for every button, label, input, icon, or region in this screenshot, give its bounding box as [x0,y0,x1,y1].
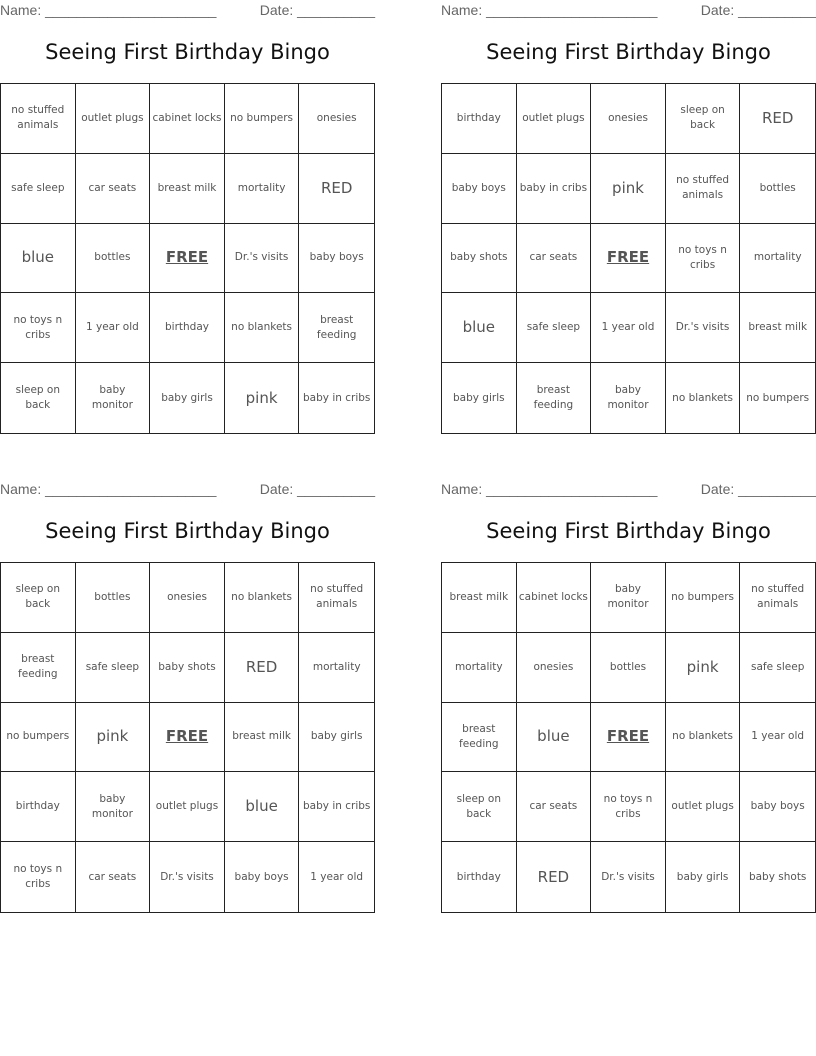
name-date-line [441,2,816,20]
bingo-cell[interactable]: outlet plugs [666,772,741,842]
bingo-cell[interactable]: onesies [517,633,592,703]
bingo-cell[interactable]: car seats [76,842,151,912]
bingo-cell[interactable]: mortality [299,633,374,703]
bingo-cell[interactable]: baby monitor [591,363,666,433]
bingo-cell[interactable]: Dr.'s visits [666,293,741,363]
bingo-cell[interactable]: no blankets [225,563,300,633]
bingo-card [441,0,816,436]
bingo-cell[interactable]: no blankets [225,293,300,363]
bingo-cell[interactable]: 1 year old [591,293,666,363]
free-space-cell[interactable]: FREE [150,224,225,294]
bingo-cell[interactable]: baby girls [442,363,517,433]
bingo-cell[interactable]: baby girls [299,703,374,773]
bingo-cell[interactable]: no stuffed animals [740,563,815,633]
bingo-cell[interactable]: baby shots [442,224,517,294]
bingo-cell[interactable]: no bumpers [1,703,76,773]
bingo-cell[interactable]: safe sleep [740,633,815,703]
bingo-cell[interactable]: breast feeding [1,633,76,703]
date-field[interactable]: Date: __________ [700,2,816,18]
bingo-cell[interactable]: outlet plugs [76,84,151,154]
name-field[interactable]: Name: ______________________ [441,2,658,18]
bingo-cell[interactable]: no bumpers [225,84,300,154]
bingo-cell[interactable]: car seats [76,154,151,224]
bingo-cell[interactable]: no toys n cribs [1,842,76,912]
bingo-cell[interactable]: cabinet locks [150,84,225,154]
bingo-cell[interactable]: bottles [591,633,666,703]
name-field[interactable]: Name: ______________________ [0,481,217,497]
card-title: Seeing First Birthday Bingo [45,519,330,543]
bingo-cell[interactable]: RED [299,154,374,224]
free-space-cell[interactable]: FREE [591,703,666,773]
name-date-line [0,2,375,20]
bingo-cell[interactable]: safe sleep [517,293,592,363]
name-field[interactable]: Name: ______________________ [441,481,658,497]
bingo-cell[interactable]: baby boys [299,224,374,294]
bingo-cell[interactable]: no blankets [666,363,741,433]
bingo-cell[interactable]: birthday [1,772,76,842]
bingo-cell[interactable]: RED [740,84,815,154]
date-field[interactable]: Date: __________ [259,481,375,497]
bingo-card [0,479,375,915]
bingo-cell[interactable]: RED [517,842,592,912]
card-title: Seeing First Birthday Bingo [486,40,771,64]
card-title: Seeing First Birthday Bingo [45,40,330,64]
name-date-line [0,481,375,499]
bingo-cell[interactable]: no stuffed animals [299,563,374,633]
bingo-cell[interactable]: breast feeding [299,293,374,363]
bingo-cell[interactable]: baby in cribs [299,772,374,842]
bingo-card [0,0,375,436]
bingo-grid [441,562,816,913]
bingo-cell[interactable]: pink [76,703,151,773]
bingo-cell[interactable]: blue [442,293,517,363]
bingo-cell[interactable]: cabinet locks [517,563,592,633]
bingo-cell[interactable]: birthday [442,84,517,154]
bingo-cell[interactable]: blue [225,772,300,842]
bingo-cell[interactable]: outlet plugs [150,772,225,842]
bingo-cell[interactable]: breast milk [442,563,517,633]
free-space-cell[interactable]: FREE [150,703,225,773]
bingo-cell[interactable]: no bumpers [666,563,741,633]
bingo-cell[interactable]: breast milk [740,293,815,363]
bingo-cell[interactable]: no stuffed animals [1,84,76,154]
bingo-cell[interactable]: 1 year old [740,703,815,773]
card-title: Seeing First Birthday Bingo [486,519,771,543]
bingo-cell[interactable]: Dr.'s visits [591,842,666,912]
date-field[interactable]: Date: __________ [700,481,816,497]
bingo-cell[interactable]: baby shots [748,870,807,883]
bingo-grid [441,83,816,434]
bingo-cell[interactable]: pink [666,633,741,703]
bingo-cell[interactable]: baby boys [740,772,815,842]
bingo-cell[interactable]: breast feeding [442,703,517,773]
bingo-cell[interactable]: breast feeding [517,363,592,433]
bingo-cell[interactable]: safe sleep [76,633,151,703]
bingo-cell[interactable]: sleep on back [666,84,741,154]
bingo-cell[interactable]: car seats [517,224,592,294]
bingo-cell[interactable]: Dr.'s visits [225,224,300,294]
bingo-cell[interactable]: baby monitor [76,772,151,842]
bingo-cell[interactable]: baby in cribs [517,154,592,224]
bingo-cell[interactable]: no toys n cribs [1,293,76,363]
date-field[interactable]: Date: __________ [259,2,375,18]
bingo-cell[interactable]: sleep on back [1,563,76,633]
bingo-cell[interactable]: pink [225,363,300,433]
bingo-cell[interactable]: baby girls [666,842,741,912]
bingo-cell[interactable]: blue [1,224,76,294]
bingo-cell[interactable]: no bumpers [746,391,810,404]
bingo-cell[interactable]: birthday [442,842,517,912]
bingo-grid [0,83,375,434]
bingo-cell[interactable]: safe sleep [1,154,76,224]
bingo-cell[interactable]: sleep on back [1,363,76,433]
bingo-cell[interactable]: mortality [225,154,300,224]
bingo-cell[interactable]: outlet plugs [517,84,592,154]
bingo-cell[interactable]: breast milk [150,154,225,224]
bingo-cell[interactable]: sleep on back [442,772,517,842]
bingo-cell[interactable]: no toys n cribs [666,224,741,294]
bingo-cell[interactable]: Dr.'s visits [150,842,225,912]
bingo-cell[interactable]: mortality [442,633,517,703]
bingo-cell[interactable]: baby shots [150,633,225,703]
bingo-cell[interactable]: baby in cribs [303,391,371,404]
bingo-cell[interactable]: baby boys [225,842,300,912]
bingo-cell[interactable]: no blankets [666,703,741,773]
bingo-cell[interactable]: mortality [740,224,815,294]
bingo-cell[interactable]: car seats [517,772,592,842]
bingo-cell[interactable]: onesies [591,84,666,154]
free-space-cell[interactable]: FREE [591,224,666,294]
bingo-cell[interactable]: baby monitor [76,363,151,433]
bingo-grid [0,562,375,913]
bingo-cell[interactable]: baby monitor [591,563,666,633]
bingo-cell[interactable]: onesies [150,563,225,633]
bingo-cell[interactable]: no toys n cribs [591,772,666,842]
bingo-cell[interactable]: no stuffed animals [666,154,741,224]
bingo-cell[interactable]: breast milk [225,703,300,773]
bingo-cell[interactable]: bottles [76,224,151,294]
bingo-cell[interactable]: 1 year old [76,293,151,363]
bingo-cell[interactable]: pink [591,154,666,224]
name-date-line [441,481,816,499]
bingo-cell[interactable]: bottles [76,563,151,633]
bingo-cell[interactable]: RED [225,633,300,703]
bingo-cell[interactable]: 1 year old [310,870,364,883]
bingo-cell[interactable]: baby girls [150,363,225,433]
bingo-cell[interactable]: onesies [299,84,374,154]
bingo-cell[interactable]: baby boys [442,154,517,224]
bingo-cell[interactable]: birthday [150,293,225,363]
bingo-card [441,479,816,915]
name-field[interactable]: Name: ______________________ [0,2,217,18]
bingo-cell[interactable]: bottles [740,154,815,224]
bingo-cell[interactable]: blue [517,703,592,773]
